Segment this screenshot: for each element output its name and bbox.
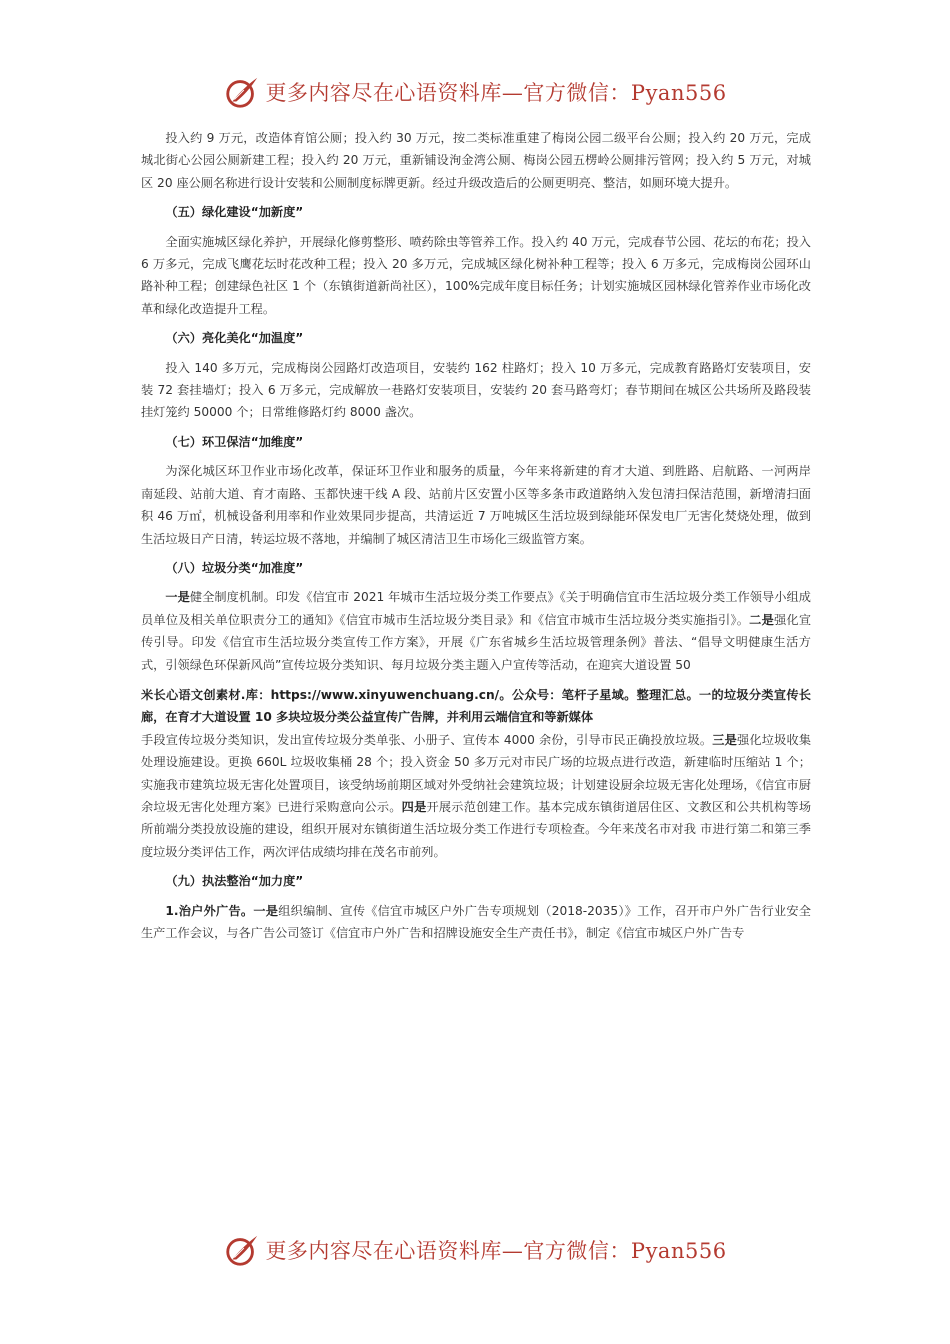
bold-lead: 四是 (401, 799, 427, 814)
paragraph-garbage-sorting-part2 (141, 729, 811, 863)
paragraph-greening: 全面实施城区绿化养护，开展绿化修剪整形、喷药除虫等管养工作。投入约 40 万元，完成春节公园、花坛的布花；投入 6 万多元，完成飞鹰花坛时花改种工程；投入 20 多万元，完成城区绿化树补种工程等；投入 6 万多元，完成梅岗公园环山路补种工程；创建绿色社区 1 个（东镇街道新尚社区），100%完成年度目标任务；计划实施城区园林绿化管养作业市场化改革和绿化改造提升工程。 (141, 234, 811, 316)
bold-lead: 二是 (749, 612, 774, 627)
banner-text: 更多内容尽在心语资料库—官方微信：Pyan556 (265, 1239, 727, 1263)
section-heading-lighting: （六）亮化美化“加温度” (165, 331, 304, 346)
section-heading-enforcement: （九）执法整治“加力度” (165, 874, 304, 889)
section-heading-greening: （五）绿化建设“加新度” (165, 205, 304, 220)
section-heading-garbage-sorting: （八）垃圾分类“加准度” (165, 560, 304, 575)
text-run: 手段宣传垃圾分类知识，发出宣传垃圾分类单张、小册子、宣传本 4000 余份，引导市民正确投放垃圾。 (141, 732, 713, 747)
watermark-line: 米长心语文创素材.库：https://www.xinyuwenchuang.cn/。公众号：笔杆子星域。整理汇总。一的垃圾分类宣传长廊，在育才大道设置 10 多块垃圾分类公益宣传广告牌，并利用云端信宜和等新媒体 (141, 687, 811, 725)
quill-logo-icon (223, 1231, 261, 1269)
section-heading-sanitation: （七）环卫保洁“加维度” (165, 434, 304, 449)
text-run: 开展示范创建工作。基本完成东镇街道居住区、文教区和公共机构等场所前端分类投放设施的建设，组织开展对东镇街道生活垃圾分类工作进行专项检查。今年来茂名市对我 市进行第二和第三季度垃圾分类评估工作，两次评估成绩均排在茂名市前列。 (141, 799, 812, 859)
footer-banner (0, 1230, 950, 1270)
text-run: 强化宣传引导。印发《信宜市生活垃圾分类宣传工作方案》，开展《广东省城乡生活垃圾管理条例》普法、“倡导文明健康生活方式，引领绿色环保新风尚”宣传垃圾分类知识、每月垃圾分类主题入户宣传等活动，在迎宾大道设置 50 (141, 612, 812, 672)
paragraph-toilets: 投入约 9 万元，改造体育馆公厕；投入约 30 万元，按二类标准重建了梅岗公园二级平台公厕；投入约 20 万元，完成城北街心公园公厕新建工程；投入约 20 万元，重新铺设洵金湾公厕、梅岗公园五楞岭公厕排污管网；投入约 5 万元，对城区 20 座公厕名称进行设计安装和公厕制度标牌更新。经过升级改造后的公厕更明亮、整洁，如厕环境大提升。 (141, 131, 811, 190)
bold-lead: 三是 (712, 732, 737, 747)
quill-logo-icon (223, 73, 261, 111)
text-run: 健全制度机制。印发《信宜市 2021 年城市生活垃圾分类工作要点》《关于明确信宜市生活垃圾分类工作领导小组成员单位及相关单位职责分工的通知》《信宜市城市生活垃圾分类目录》和《信宜市城市生活垃圾分类实施指引》。 (141, 590, 811, 627)
banner-text: 更多内容尽在心语资料库—官方微信：Pyan556 (265, 81, 727, 105)
bold-lead: 1.治户外广告。一是 (165, 903, 279, 918)
paragraph-lighting: 投入 140 多万元，完成梅岗公园路灯改造项目，安装约 162 柱路灯；投入 10 万多元，完成教育路路灯安装项目，安装 72 套挂墙灯；投入 6 万多元，完成解放一巷路灯安装项目，安装约 20 套马路弯灯；春节期间在城区公共场所及路段装挂灯笼约 50000 个；日常维修路灯约 8000 盏次。 (141, 360, 811, 420)
header-banner (0, 72, 950, 112)
document-body (141, 127, 811, 944)
paragraph-garbage-sorting-part1 (141, 586, 811, 676)
text-run: 组织编制、宣传《信宜市城区户外广告专项规划（2018-2035）》工作，召开市户外广告行业安全生产工作会议，与各广告公司签订《信宜市户外广告和招牌设施安全生产责任书》，制定《信宜市城区户外广告专 (141, 903, 811, 940)
text-run: 强化垃圾收集处理设施建设。更换 660L 垃圾收集桶 28 个；投入资金 50 多万元对市民广场的垃圾点进行改造，新建临时压缩站 1 个；实施我市建筑垃圾无害化处置项目，该受纳场前期区域对外受纳社会建筑垃圾；计划建设厨余垃圾无害化处理场，《信宜市厨余垃圾无害化处理方案》已进行采购意向公示。 (141, 732, 812, 814)
paragraph-enforcement (141, 900, 811, 945)
paragraph-sanitation: 为深化城区环卫作业市场化改革，保证环卫作业和服务的质量，今年来将新建的育才大道、到胜路、启航路、一河两岸南延段、站前大道、育才南路、玉都快速干线 A 段、站前片区安置小区等多条市政道路纳入发包清扫保洁范围，新增清扫面积 46 万㎡，机械设备利用率和作业效果同步提高，共清运近 7 万吨城区生活垃圾到绿能环保发电厂无害化焚烧处理，做到生活垃圾日产日清，转运垃圾不落地，并编制了城区清洁卫生市场化三级监管方案。 (141, 464, 811, 546)
bold-lead: 一是 (165, 590, 190, 605)
